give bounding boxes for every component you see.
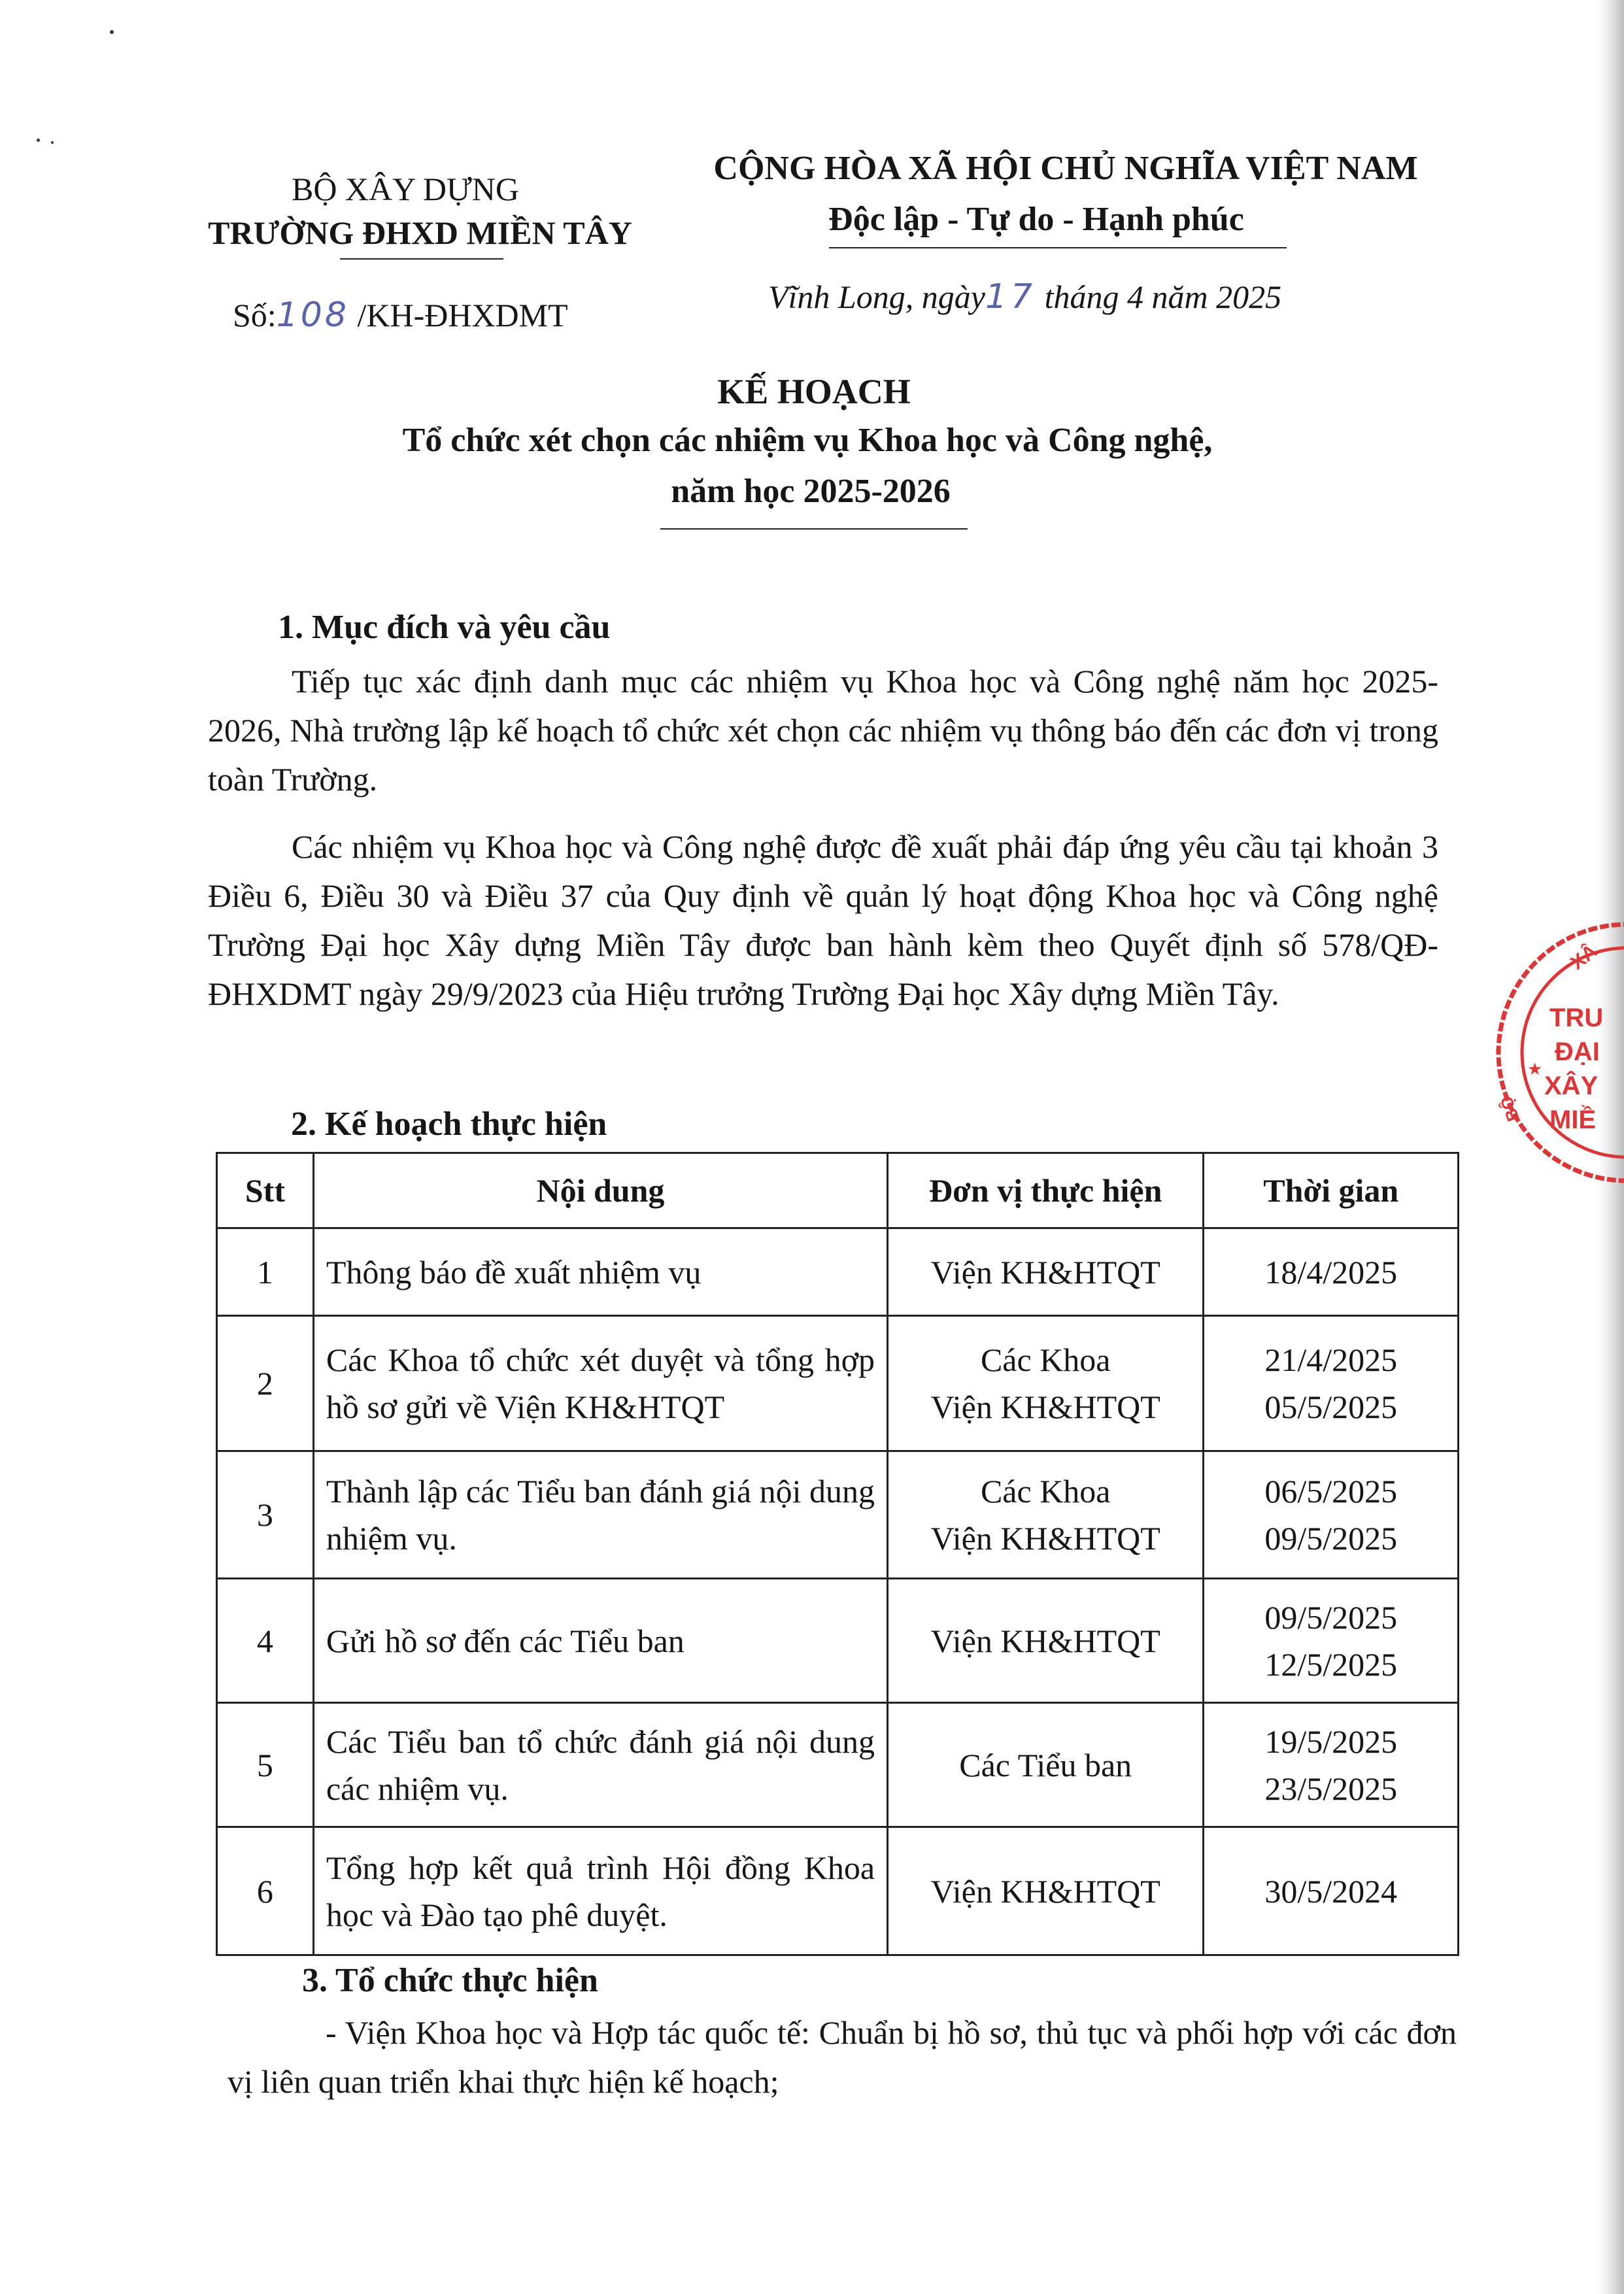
- motto-underline: [829, 247, 1287, 248]
- section1-paragraph2: Các nhiệm vụ Khoa học và Công nghệ được đề xuất phải đáp ứng yêu cầu tại khoản 3 Điều 6, Điều 30 và Điều 37 của Quy định về quản lý hoạt động Khoa học và Công nghệ Trường Đại học Xây dựng Miền Tây được ban hành kèm theo Quyết định số 578/QĐ-ĐHXDMT ngày 29/9/2023 của Hiệu trưởng Trường Đại học Xây dựng Miền Tây.: [208, 828, 1438, 1012]
- row-time-line: 05/5/2025: [1264, 1389, 1398, 1425]
- row-unit-line: Viện KH&HTQT: [930, 1253, 1160, 1290]
- row-time-line: 21/4/2025: [1264, 1341, 1398, 1378]
- row-time: [1204, 1451, 1459, 1579]
- seal-text-side: BỘ: [1496, 1093, 1523, 1124]
- row-unit-line: Viện KH&HTQT: [930, 1622, 1160, 1659]
- row-time: [1204, 1827, 1459, 1955]
- section3-heading: 3. Tổ chức thực hiện: [302, 1962, 598, 1999]
- row-unit-line: Viện KH&HTQT: [930, 1389, 1160, 1425]
- table-row: [217, 1228, 1459, 1316]
- official-seal: [1476, 915, 1624, 1190]
- document-number-prefix: Số:: [233, 297, 277, 333]
- seal-text-line3: XÂY: [1544, 1071, 1599, 1100]
- document-number: [233, 295, 568, 335]
- row-stt: 6: [217, 1827, 314, 1955]
- row-unit: [888, 1316, 1204, 1451]
- row-unit-line: Các Khoa: [980, 1341, 1111, 1378]
- row-stt: 4: [217, 1579, 314, 1703]
- scan-speck: [51, 141, 54, 144]
- row-unit-line: Viện KH&HTQT: [930, 1520, 1160, 1557]
- document-title-line2: năm học 2025-2026: [671, 473, 951, 510]
- seal-text-line1: TRU: [1549, 1004, 1604, 1032]
- row-unit: [888, 1451, 1204, 1579]
- row-unit-line: Viện KH&HTQT: [930, 1872, 1160, 1910]
- row-content: Thông báo đề xuất nhiệm vụ: [313, 1228, 887, 1316]
- document-number-suffix: /KH-ĐHXDMT: [357, 297, 568, 333]
- seal-text-line4: MIỀ: [1549, 1105, 1597, 1134]
- table-row: [217, 1579, 1459, 1703]
- scan-speck: [110, 30, 114, 34]
- row-stt: 2: [217, 1316, 314, 1451]
- row-unit: [888, 1827, 1204, 1955]
- place-and-date: [768, 277, 1281, 316]
- table-header-row: [217, 1153, 1459, 1228]
- row-content: Các Tiểu ban tổ chức đánh giá nội dung các nhiệm vụ.: [313, 1703, 887, 1827]
- row-time-line: 23/5/2025: [1264, 1770, 1398, 1807]
- row-time: [1204, 1316, 1459, 1451]
- row-content: Tổng hợp kết quả trình Hội đồng Khoa học và Đào tạo phê duyệt.: [313, 1827, 887, 1955]
- column-header-unit: Đơn vị thực hiện: [888, 1153, 1204, 1228]
- title-underline: [660, 528, 968, 530]
- plan-table: [216, 1152, 1459, 1956]
- row-time: [1204, 1703, 1459, 1827]
- section1-heading: 1. Mục đích và yêu cầu: [278, 609, 611, 646]
- row-time: [1204, 1579, 1459, 1703]
- row-content: Các Khoa tổ chức xét duyệt và tổng hợp hồ sơ gửi về Viện KH&HTQT: [313, 1316, 887, 1451]
- column-header-stt: Stt: [217, 1153, 314, 1228]
- school-name-underline: [340, 258, 503, 260]
- section2-heading: 2. Kế hoạch thực hiện: [291, 1105, 607, 1143]
- document-type-title: KẾ HOẠCH: [717, 372, 911, 411]
- row-content: Thành lập các Tiểu ban đánh giá nội dung nhiệm vụ.: [313, 1451, 887, 1579]
- column-header-time: Thời gian: [1204, 1153, 1459, 1228]
- seal-text-top: XÂ: [1566, 940, 1602, 974]
- ministry-name: BỘ XÂY DỰNG: [291, 171, 520, 207]
- row-time-line: 19/5/2025: [1264, 1723, 1398, 1760]
- table-row: [217, 1827, 1459, 1955]
- row-time: [1204, 1228, 1459, 1316]
- date-suffix: tháng 4 năm 2025: [1044, 278, 1282, 315]
- school-name: TRƯỜNG ĐHXD MIỀN TÂY: [208, 214, 632, 251]
- date-day-handwritten: 17: [985, 277, 1037, 316]
- row-time-line: 09/5/2025: [1264, 1598, 1398, 1636]
- row-stt: 3: [217, 1451, 314, 1579]
- document-title-line1: Tổ chức xét chọn các nhiệm vụ Khoa học và Công nghệ,: [402, 422, 1213, 459]
- date-prefix: Vĩnh Long, ngày: [768, 278, 985, 315]
- section3-paragraph1: - Viện Khoa học và Hợp tác quốc tế: Chuẩn bị hồ sơ, thủ tục và phối hợp với các đơn vị liên quan triển khai thực hiện kế hoạch;: [228, 2014, 1457, 2100]
- national-motto: Độc lập - Tự do - Hạnh phúc: [828, 201, 1244, 238]
- scan-speck: [37, 139, 40, 142]
- row-unit: [888, 1703, 1204, 1827]
- row-unit-line: Các Khoa: [980, 1473, 1111, 1510]
- document-number-handwritten: 108: [276, 295, 349, 335]
- table-row: [217, 1451, 1459, 1579]
- section1-paragraph1: Tiếp tục xác định danh mục các nhiệm vụ Khoa học và Công nghệ năm học 2025-2026, Nhà trường lập kế hoạch tổ chức xét chọn các nhiệm vụ thông báo đến các đơn vị trong toàn Trường.: [208, 663, 1438, 798]
- column-header-content: Nội dung: [313, 1153, 887, 1228]
- row-unit: [888, 1579, 1204, 1703]
- table-row: [217, 1316, 1459, 1451]
- seal-star-icon: ★: [1527, 1060, 1543, 1079]
- row-time-line: 12/5/2025: [1264, 1645, 1398, 1683]
- row-time-line: 09/5/2025: [1264, 1520, 1398, 1557]
- country-name: CỘNG HÒA XÃ HỘI CHỦ NGHĨA VIỆT NAM: [713, 150, 1418, 187]
- row-time-line: 06/5/2025: [1264, 1473, 1398, 1510]
- row-unit-line: Các Tiểu ban: [959, 1746, 1132, 1783]
- row-time-line: 30/5/2024: [1264, 1872, 1398, 1910]
- row-stt: 5: [217, 1703, 314, 1827]
- row-time-line: 18/4/2025: [1264, 1253, 1398, 1290]
- table-row: [217, 1703, 1459, 1827]
- seal-text-line2: ĐẠI: [1555, 1037, 1600, 1066]
- row-content: Gửi hồ sơ đến các Tiểu ban: [313, 1579, 887, 1703]
- row-unit: [888, 1228, 1204, 1316]
- row-stt: 1: [217, 1228, 314, 1316]
